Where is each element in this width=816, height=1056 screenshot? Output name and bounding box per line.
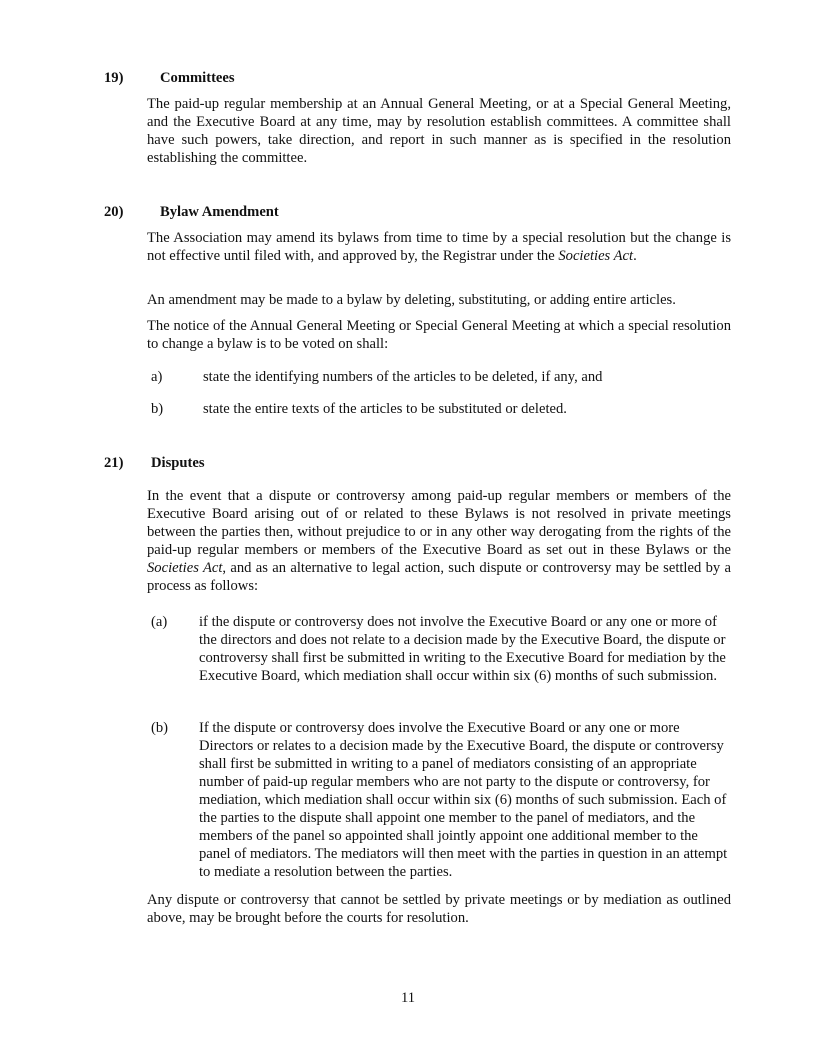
paragraph: Any dispute or controversy that cannot be settled by private meetings or by mediation as outlined above, may be brought before the courts for resolution. xyxy=(147,892,731,926)
section-number: 20) xyxy=(104,204,124,220)
list-item-label: a) xyxy=(151,369,163,385)
list-item-label: (a) xyxy=(151,614,168,630)
list-item-text: state the entire texts of the articles to be substituted or deleted. xyxy=(203,401,567,417)
list-item-text: state the identifying numbers of the articles to be deleted, if any, and xyxy=(203,369,603,385)
paragraph xyxy=(147,229,731,265)
paragraph: The notice of the Annual General Meeting or Special General Meeting at which a special resolution to change a bylaw is to be voted on shall: xyxy=(147,318,731,352)
paragraph: The paid-up regular membership at an Annual General Meeting, or at a Special General Meeting, and the Executive Board at any time, may by resolution establish committees. A committee shall have such powers, take direction, and report in such manner as is specified in the resolution establishing the committee. xyxy=(147,96,731,166)
section-title: Disputes xyxy=(151,455,205,471)
paragraph xyxy=(147,487,731,595)
list-item-text: If the dispute or controversy does involve the Executive Board or any one or more Directors or relates to a decision made by the Executive Board, the dispute or controversy shall first be submitted in writing to a panel of mediators consisting of an appropriate number of paid-up regular members who are not party to the dispute or controversy, for mediation, which mediation shall occur within six (6) months of such submission. Each of the parties to the dispute shall appoint one member to the panel of mediators, and the members of the panel so appointed shall jointly appoint one additional member to the panel of mediators. The mediators will then meet with the parties in question in an attempt to mediate a resolution between the parties. xyxy=(199,720,728,880)
paragraph-punctuation: . xyxy=(633,248,637,264)
paragraph-text: In the event that a dispute or controversy among paid-up regular members or members of the Executive Board arising out of or related to these Bylaws is not resolved in private meetings between the parties then, without prejudice to or in any other way derogating from the rights of the paid-up regular members or members of the Executive Board as set out in these Bylaws or the xyxy=(147,488,731,558)
paragraph: An amendment may be made to a bylaw by deleting, substituting, or adding entire articles. xyxy=(147,292,676,308)
act-name: Societies Act xyxy=(558,248,634,264)
paragraph-text-continued: , and as an alternative to legal action, such dispute or controversy may be settled by a process as follows: xyxy=(147,560,731,594)
act-name: Societies Act xyxy=(147,560,223,576)
list-item-label: (b) xyxy=(151,720,169,736)
list-item-label: b) xyxy=(151,401,164,417)
section-number: 21) xyxy=(104,455,124,471)
section-number: 19) xyxy=(104,70,124,86)
page-number: 11 xyxy=(400,990,416,1006)
paragraph-text: The Association may amend its bylaws from time to time by a special resolution but the change is not effective until filed with, and approved by, the Registrar under the xyxy=(147,230,731,264)
list-item-text: if the dispute or controversy does not involve the Executive Board or any one or more of the directors and does not relate to a decision made by the Executive Board, the dispute or controversy shall first be submitted in writing to the Executive Board for mediation by the Executive Board, which mediation shall occur within six (6) months of such submission. xyxy=(199,614,726,684)
section-title: Committees xyxy=(160,70,235,86)
section-title: Bylaw Amendment xyxy=(160,204,279,220)
